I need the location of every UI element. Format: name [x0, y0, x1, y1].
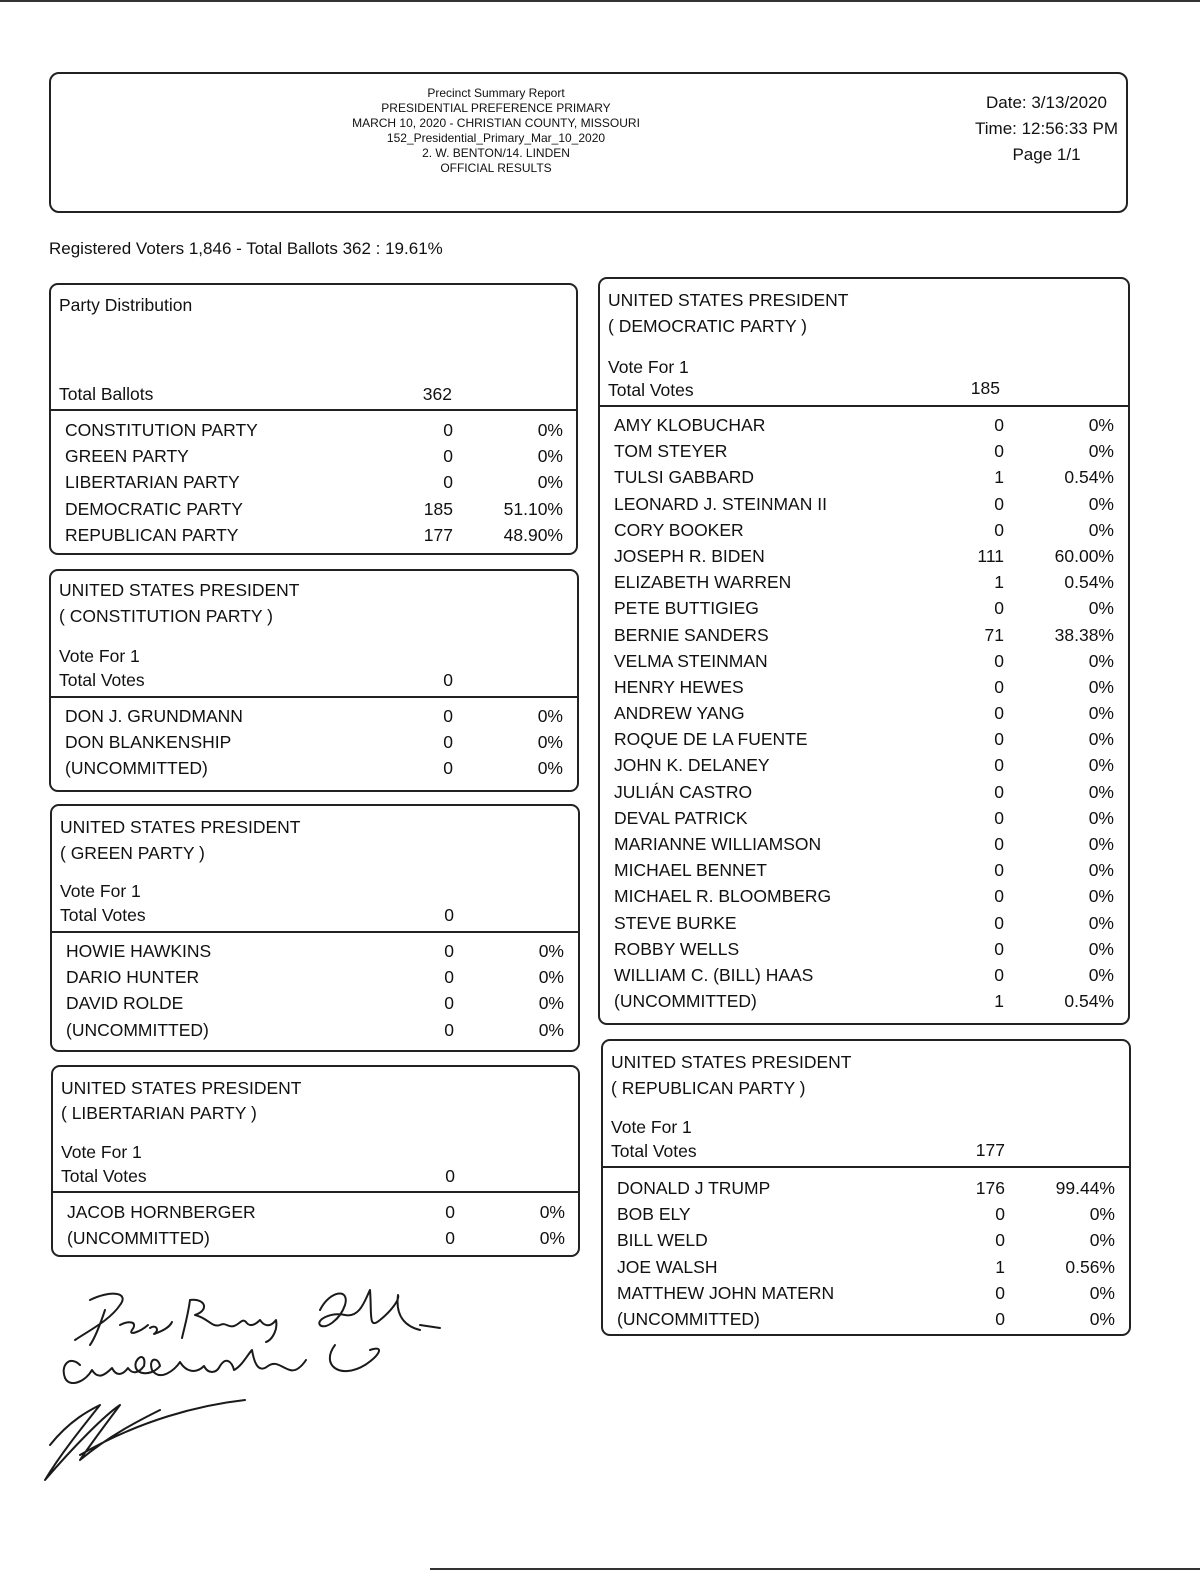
vote-count: 0: [994, 650, 1004, 671]
report-time: Time: 12:56:33 PM: [975, 119, 1118, 138]
total-votes-value: 185: [970, 378, 1000, 398]
vote-percent: 0%: [538, 1019, 564, 1040]
candidate-name: (UNCOMMITTED): [67, 1228, 210, 1249]
candidate-name: (UNCOMMITTED): [65, 758, 208, 779]
report-header: [49, 72, 1128, 213]
democratic-party-box: [598, 277, 1130, 1025]
table-row: [600, 649, 1128, 675]
vote-percent: 0%: [1088, 807, 1114, 828]
contest-title: UNITED STATES PRESIDENT: [608, 290, 849, 310]
table-row: [600, 623, 1128, 649]
section-divider: [603, 1166, 1129, 1168]
candidate-name: MARIANNE WILLIAMSON: [614, 834, 822, 854]
candidate-name: DAVID ROLDE: [66, 993, 184, 1014]
precinct-name: 2. W. BENTON/14. LINDEN: [422, 146, 570, 160]
vote-count: 0: [994, 441, 1004, 462]
vote-percent: 0%: [1088, 493, 1114, 514]
vote-count: 0: [443, 706, 453, 726]
vote-percent: 0%: [537, 472, 563, 493]
handwritten-signatures-icon: [20, 1270, 500, 1510]
constitution-party-box: [49, 569, 579, 792]
vote-percent: 0%: [1088, 834, 1114, 854]
results-status: OFFICIAL RESULTS: [440, 161, 552, 175]
contest-party: ( REPUBLICAN PARTY ): [611, 1078, 806, 1098]
party-distribution-box: [49, 283, 578, 555]
vote-count: 0: [445, 1228, 455, 1249]
report-meta: [975, 90, 1118, 168]
vote-for-label: Vote For 1: [60, 881, 141, 901]
table-row: [600, 701, 1128, 727]
vote-count: 0: [994, 912, 1004, 933]
candidate-name: PETE BUTTIGIEG: [614, 598, 759, 619]
vote-percent: 48.90%: [503, 524, 563, 545]
table-row: [600, 413, 1128, 439]
vote-count: 0: [994, 834, 1004, 854]
candidate-name: TOM STEYER: [614, 441, 728, 462]
vote-percent: 0%: [537, 420, 563, 440]
vote-count: 0: [444, 941, 454, 961]
vote-percent: 0%: [537, 446, 563, 467]
candidate-rows: [600, 413, 1128, 1015]
vote-count: 0: [994, 938, 1004, 959]
table-row: [600, 675, 1128, 701]
candidate-name: DEVAL PATRICK: [614, 807, 748, 828]
table-row: [51, 756, 577, 782]
candidate-name: AMY KLOBUCHAR: [614, 415, 766, 435]
section-divider: [600, 405, 1128, 407]
report-title-block: [301, 86, 691, 176]
candidate-name: CONSTITUTION PARTY: [65, 420, 258, 440]
vote-percent: 0%: [1089, 1282, 1115, 1303]
candidate-name: ANDREW YANG: [614, 703, 745, 724]
vote-count: 0: [995, 1308, 1005, 1329]
vote-count: 0: [443, 758, 453, 779]
party-distribution-title: Party Distribution: [59, 295, 193, 315]
election-date-county: MARCH 10, 2020 - CHRISTIAN COUNTY, MISSOURI: [352, 116, 640, 130]
total-votes-value: 0: [444, 905, 454, 925]
election-id: 152_Presidential_Primary_Mar_10_2020: [386, 131, 606, 145]
table-row: [600, 570, 1128, 596]
vote-for-label: Vote For 1: [61, 1142, 142, 1162]
candidate-name: BERNIE SANDERS: [614, 624, 769, 645]
vote-count: 176: [975, 1178, 1005, 1198]
section-divider: [53, 1191, 578, 1193]
vote-percent: 0%: [537, 706, 563, 726]
vote-percent: 0%: [1089, 1230, 1115, 1251]
vote-count: 0: [994, 598, 1004, 619]
candidate-name: JACOB HORNBERGER: [67, 1202, 256, 1222]
election-name: PRESIDENTIAL PREFERENCE PRIMARY: [381, 101, 611, 115]
vote-percent: 0%: [1088, 781, 1114, 802]
report-date: Date: 3/13/2020: [986, 93, 1107, 112]
contest-party: ( CONSTITUTION PARTY ): [59, 606, 273, 626]
table-row: [52, 991, 578, 1017]
vote-count: 0: [995, 1204, 1005, 1225]
vote-count: 0: [994, 807, 1004, 828]
contest-title: UNITED STATES PRESIDENT: [611, 1052, 852, 1072]
candidate-name: (UNCOMMITTED): [66, 1019, 209, 1040]
vote-percent: 0%: [1088, 703, 1114, 724]
table-row: [52, 939, 578, 965]
table-row: [600, 806, 1128, 832]
vote-count: 0: [994, 676, 1004, 697]
candidate-rows: [52, 939, 578, 1044]
candidate-rows: [603, 1176, 1129, 1333]
candidate-name: MATTHEW JOHN MATERN: [617, 1282, 835, 1303]
vote-count: 0: [994, 493, 1004, 514]
page-number: Page 1/1: [1012, 145, 1081, 164]
table-row: [600, 492, 1128, 518]
candidate-name: TULSI GABBARD: [614, 467, 755, 488]
vote-percent: 0%: [1088, 886, 1114, 907]
table-row: [52, 1018, 578, 1044]
table-row: [600, 963, 1128, 989]
contest-party: ( LIBERTARIAN PARTY ): [61, 1103, 257, 1123]
total-votes-value: 0: [443, 670, 453, 690]
vote-for-label: Vote For 1: [608, 357, 689, 377]
total-votes-value: 177: [975, 1140, 1005, 1160]
vote-percent: 0%: [538, 967, 564, 988]
table-row: [51, 444, 576, 470]
party-rows: [51, 418, 576, 549]
vote-percent: 99.44%: [1055, 1178, 1115, 1198]
candidate-name: VELMA STEINMAN: [614, 650, 768, 671]
contest-party: ( GREEN PARTY ): [60, 843, 205, 863]
vote-count: 177: [423, 524, 453, 545]
total-ballots-value: 362: [422, 384, 452, 404]
registered-voters-summary: Registered Voters 1,846 - Total Ballots 362 : 19.61%: [49, 239, 443, 258]
total-votes-label: Total Votes: [59, 670, 145, 690]
total-votes-label: Total Votes: [60, 905, 146, 925]
vote-count: 0: [994, 703, 1004, 724]
vote-percent: 51.10%: [503, 498, 563, 519]
candidate-name: ROBBY WELLS: [614, 938, 740, 959]
vote-percent: 0%: [538, 941, 564, 961]
vote-count: 71: [984, 624, 1004, 645]
vote-count: 0: [995, 1230, 1005, 1251]
vote-percent: 0%: [1088, 964, 1114, 985]
vote-count: 0: [994, 781, 1004, 802]
candidate-name: GREEN PARTY: [65, 446, 189, 467]
vote-count: 0: [443, 732, 453, 753]
total-votes-value: 0: [445, 1166, 455, 1186]
vote-count: 0: [994, 964, 1004, 985]
scan-top-edge: [0, 0, 1200, 2]
vote-count: 1: [994, 467, 1004, 488]
vote-percent: 0%: [1088, 755, 1114, 776]
contest-party: ( DEMOCRATIC PARTY ): [608, 316, 807, 336]
total-ballots-label: Total Ballots: [59, 384, 154, 404]
candidate-name: LEONARD J. STEINMAN II: [614, 493, 827, 514]
republican-party-box: [601, 1039, 1131, 1336]
vote-count: 0: [994, 860, 1004, 881]
vote-percent: 0%: [538, 993, 564, 1014]
libertarian-party-box: [51, 1065, 580, 1257]
table-row: [600, 858, 1128, 884]
vote-percent: 0%: [1088, 676, 1114, 697]
candidate-name: BOB ELY: [617, 1204, 691, 1225]
table-row: [53, 1200, 578, 1226]
table-row: [53, 1226, 578, 1252]
table-row: [600, 439, 1128, 465]
candidate-name: HENRY HEWES: [614, 676, 744, 697]
total-votes-label: Total Votes: [608, 380, 694, 400]
vote-percent: 0%: [1089, 1308, 1115, 1329]
vote-percent: 0%: [537, 732, 563, 753]
table-row: [603, 1307, 1129, 1333]
contest-title: UNITED STATES PRESIDENT: [61, 1078, 302, 1098]
vote-percent: 0%: [1088, 938, 1114, 959]
vote-percent: 0%: [1088, 441, 1114, 462]
vote-count: 111: [977, 545, 1004, 566]
table-row: [51, 523, 576, 549]
vote-percent: 0.56%: [1065, 1256, 1115, 1277]
vote-percent: 0%: [1088, 912, 1114, 933]
candidate-rows: [51, 704, 577, 783]
vote-count: 0: [994, 886, 1004, 907]
table-row: [600, 884, 1128, 910]
vote-percent: 0%: [1088, 598, 1114, 619]
candidate-name: LIBERTARIAN PARTY: [65, 472, 240, 493]
vote-percent: 0%: [539, 1228, 565, 1249]
vote-count: 0: [443, 472, 453, 493]
vote-count: 1: [995, 1256, 1005, 1277]
vote-count: 1: [994, 572, 1004, 593]
table-row: [600, 989, 1128, 1015]
table-row: [51, 704, 577, 730]
table-row: [600, 727, 1128, 753]
candidate-name: (UNCOMMITTED): [614, 991, 757, 1012]
vote-count: 0: [995, 1282, 1005, 1303]
candidate-name: MICHAEL BENNET: [614, 860, 767, 881]
scan-bottom-edge: [430, 1568, 1200, 1570]
vote-count: 1: [994, 991, 1004, 1012]
vote-percent: 0%: [1088, 729, 1114, 750]
report-title: Precinct Summary Report: [427, 86, 565, 100]
candidate-name: JOE WALSH: [617, 1256, 718, 1277]
table-row: [51, 497, 576, 523]
candidate-name: CORY BOOKER: [614, 519, 744, 540]
total-votes-label: Total Votes: [611, 1141, 697, 1161]
vote-count: 0: [443, 420, 453, 440]
vote-count: 0: [445, 1202, 455, 1222]
table-row: [603, 1228, 1129, 1254]
table-row: [600, 937, 1128, 963]
candidate-name: HOWIE HAWKINS: [66, 941, 212, 961]
candidate-name: (UNCOMMITTED): [617, 1308, 760, 1329]
candidate-name: STEVE BURKE: [614, 912, 737, 933]
table-row: [600, 780, 1128, 806]
table-row: [600, 544, 1128, 570]
table-row: [51, 730, 577, 756]
table-row: [51, 470, 576, 496]
candidate-name: MICHAEL R. BLOOMBERG: [614, 886, 832, 907]
candidate-name: DEMOCRATIC PARTY: [65, 498, 243, 519]
vote-percent: 0.54%: [1064, 572, 1114, 593]
table-row: [600, 832, 1128, 858]
green-party-box: [50, 804, 580, 1052]
vote-percent: 0%: [537, 758, 563, 779]
candidate-name: BILL WELD: [617, 1230, 708, 1251]
vote-percent: 0%: [539, 1202, 565, 1222]
candidate-name: JULIÁN CASTRO: [614, 781, 753, 802]
vote-for-label: Vote For 1: [611, 1117, 692, 1137]
total-votes-label: Total Votes: [61, 1166, 147, 1186]
table-row: [603, 1176, 1129, 1202]
table-row: [600, 465, 1128, 491]
table-row: [600, 596, 1128, 622]
vote-percent: 0.54%: [1064, 467, 1114, 488]
table-row: [600, 753, 1128, 779]
vote-percent: 60.00%: [1054, 545, 1114, 566]
section-divider: [52, 931, 578, 933]
candidate-name: DARIO HUNTER: [66, 967, 200, 988]
vote-count: 0: [994, 415, 1004, 435]
candidate-name: DON BLANKENSHIP: [65, 732, 232, 753]
table-row: [51, 418, 576, 444]
candidate-name: ROQUE DE LA FUENTE: [614, 729, 808, 750]
vote-percent: 38.38%: [1054, 624, 1114, 645]
table-row: [600, 911, 1128, 937]
vote-percent: 0%: [1089, 1204, 1115, 1225]
vote-count: 0: [444, 967, 454, 988]
vote-count: 0: [444, 1019, 454, 1040]
vote-percent: 0%: [1088, 860, 1114, 881]
table-row: [603, 1202, 1129, 1228]
candidate-rows: [53, 1200, 578, 1252]
vote-count: 0: [994, 729, 1004, 750]
vote-count: 0: [443, 446, 453, 467]
vote-count: 0: [994, 519, 1004, 540]
vote-count: 0: [444, 993, 454, 1014]
vote-percent: 0%: [1088, 415, 1114, 435]
vote-for-label: Vote For 1: [59, 646, 140, 666]
candidate-name: JOHN K. DELANEY: [614, 755, 770, 776]
candidate-name: JOSEPH R. BIDEN: [614, 545, 765, 566]
table-row: [603, 1281, 1129, 1307]
vote-percent: 0%: [1088, 650, 1114, 671]
section-divider: [51, 696, 577, 698]
vote-count: 0: [994, 755, 1004, 776]
table-row: [603, 1255, 1129, 1281]
candidate-name: WILLIAM C. (BILL) HAAS: [614, 964, 814, 985]
candidate-name: ELIZABETH WARREN: [614, 572, 792, 593]
contest-title: UNITED STATES PRESIDENT: [60, 817, 301, 837]
candidate-name: REPUBLICAN PARTY: [65, 524, 239, 545]
candidate-name: DONALD J TRUMP: [617, 1178, 771, 1198]
section-divider: [51, 409, 576, 411]
contest-title: UNITED STATES PRESIDENT: [59, 580, 300, 600]
vote-percent: 0%: [1088, 519, 1114, 540]
table-row: [52, 965, 578, 991]
candidate-name: DON J. GRUNDMANN: [65, 706, 243, 726]
table-row: [600, 518, 1128, 544]
vote-percent: 0.54%: [1064, 991, 1114, 1012]
vote-count: 185: [423, 498, 453, 519]
